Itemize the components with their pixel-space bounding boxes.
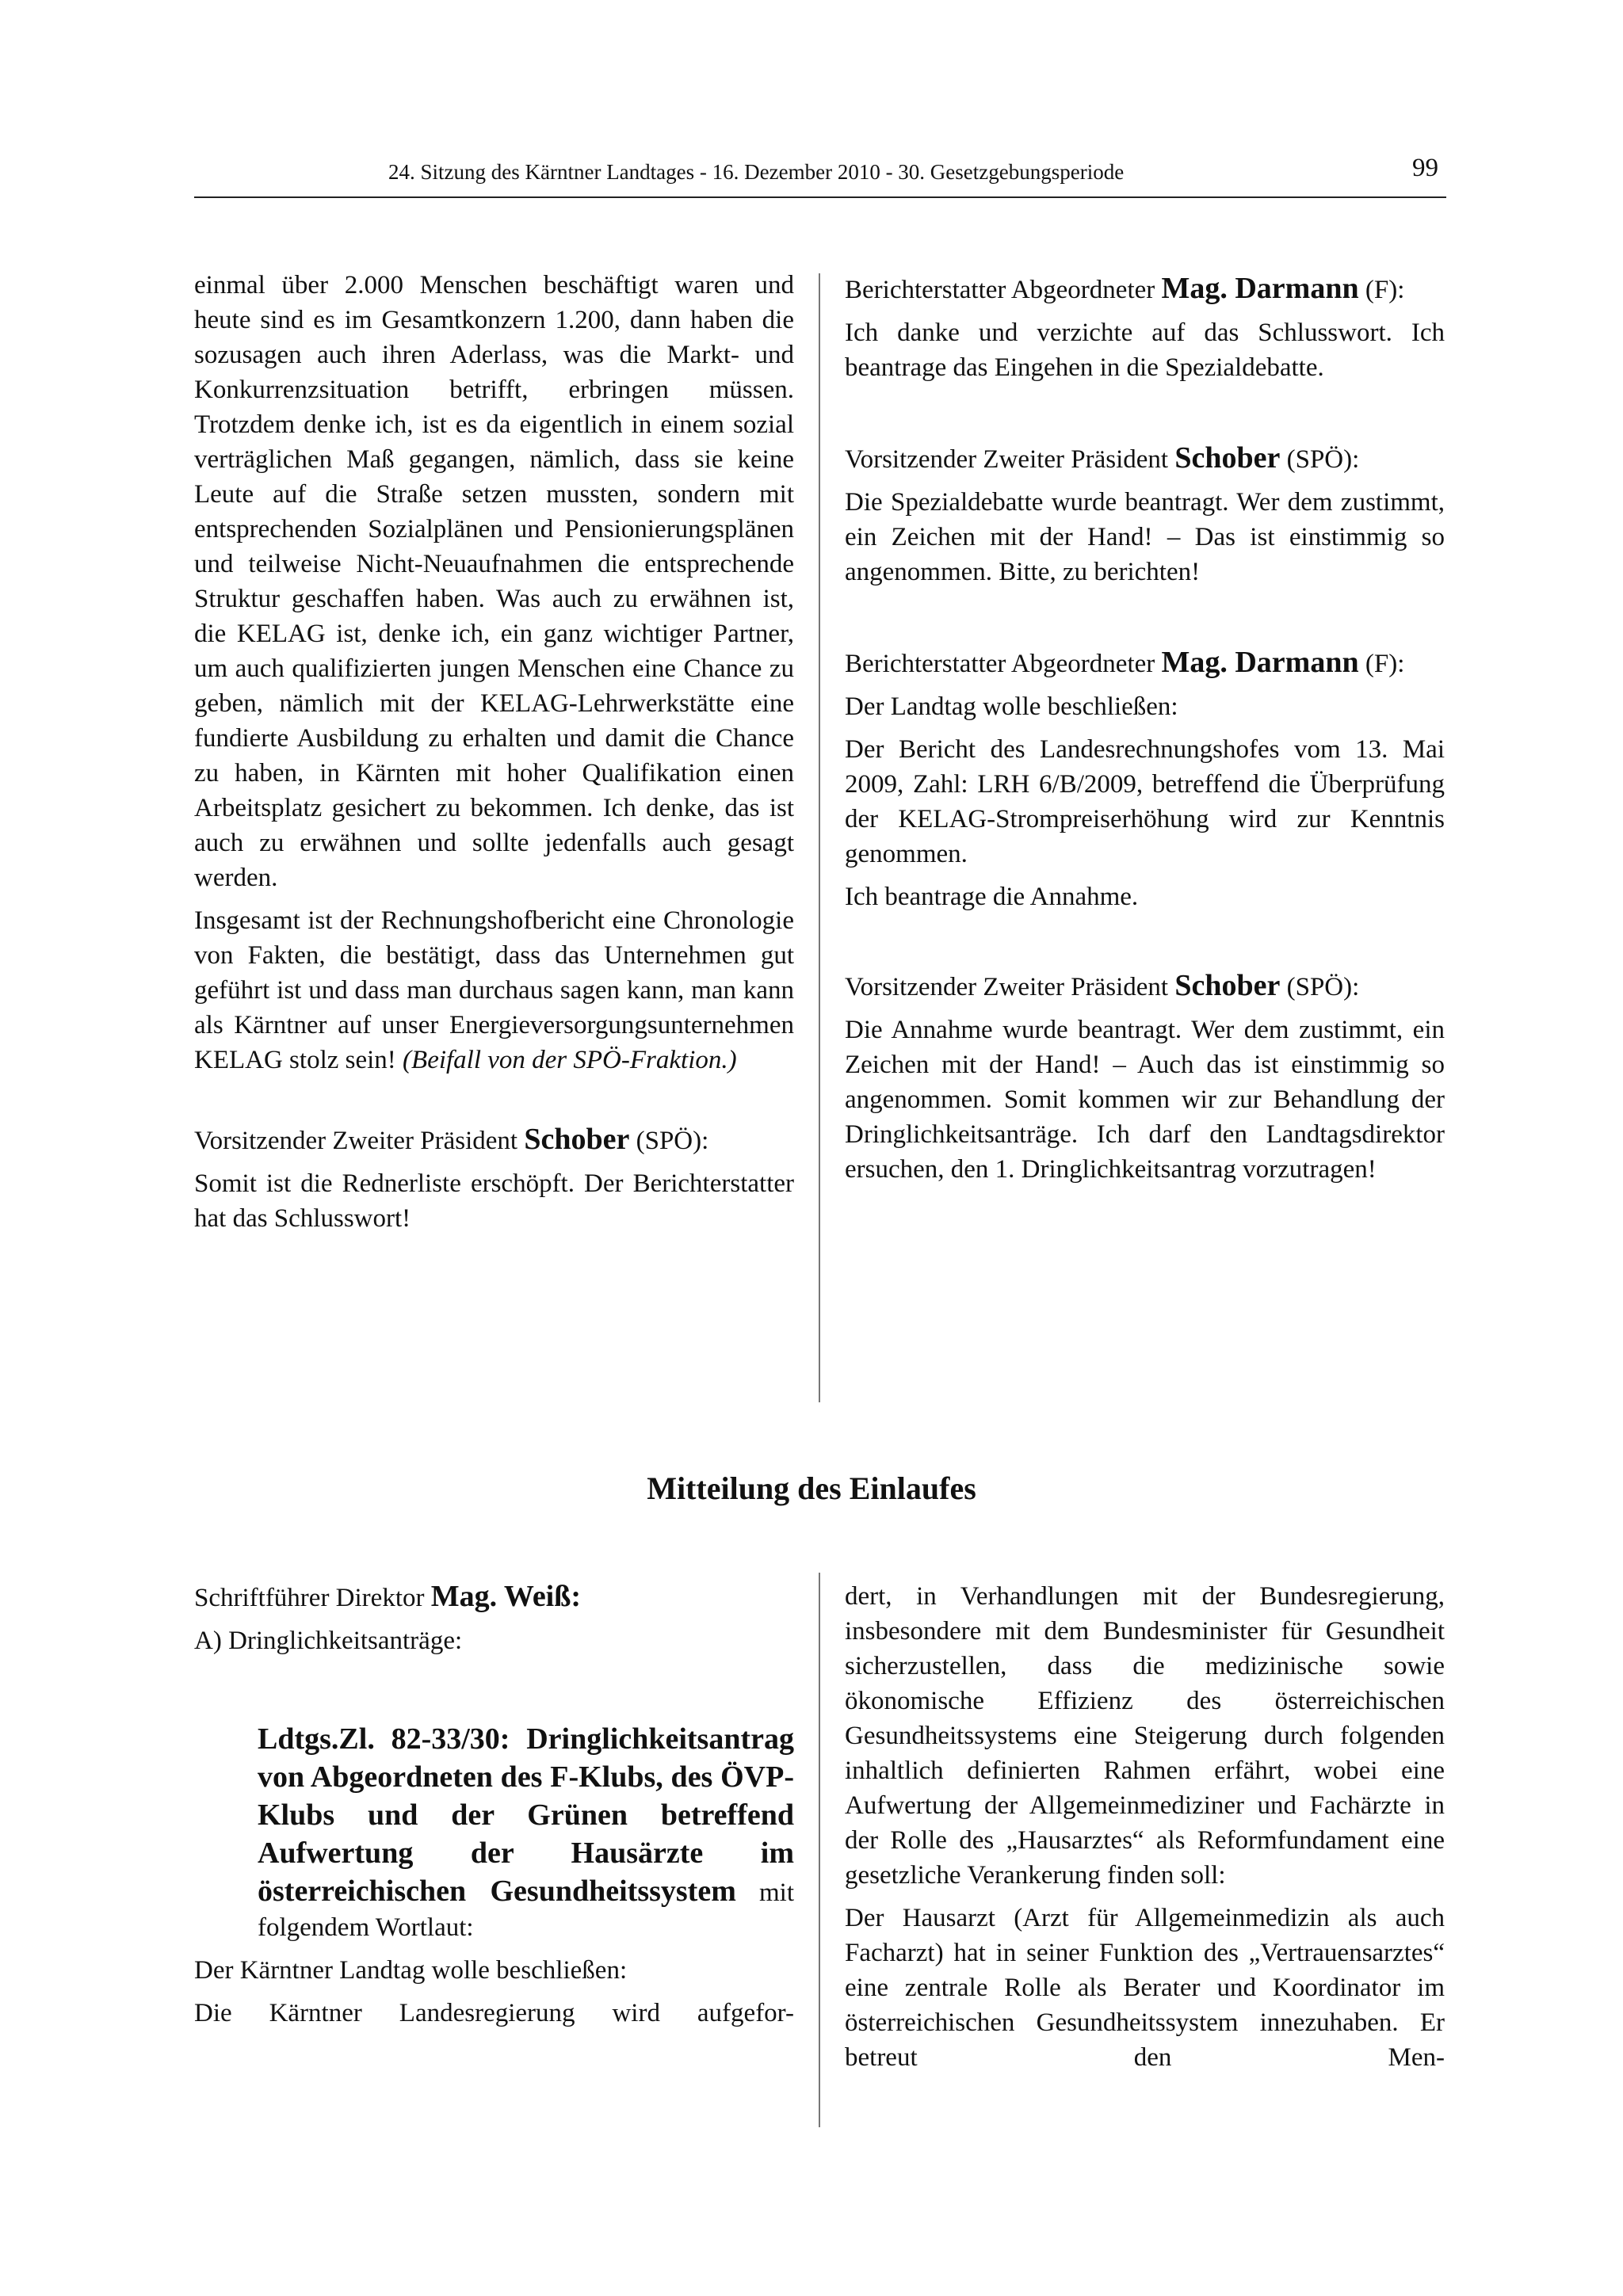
speaker-line: Berichterstatter Abgeordneter Mag. Darmann (F): [845,646,1405,679]
paragraph: Die Annahme wurde beantragt. Wer dem zustimmt, ein Zeichen mit der Hand! – Auch das ist einstimmig so angenommen. Somit kommen wir zur Behandlung der Dringlichkeitsanträge. Ich darf den Landtagsdirektor ersuchen, den 1. Dringlichkeitsantrag vorzutragen! [845,1016,1445,1184]
paragraph: Der Bericht des Landesrechnungshofes vom 13. Mai 2009, Zahl: LRH 6/B/2009, betreffend die Überprüfung der KELAG-Strompreiserhöhung wird zur Kenntnis genommen. [845,735,1445,868]
column-divider [819,273,820,1402]
speaker-name: Schober [1174,969,1281,1002]
paragraph: Die Spezialdebatte wurde beantragt. Wer dem zustimmt, ein Zeichen mit der Hand! – Das ist einstimmig so angenommen. Bitte, zu berichten! [845,488,1445,586]
speaker-line: Vorsitzender Zweiter Präsident Schober (SPÖ): [194,1123,709,1156]
speaker-line: Vorsitzender Zweiter Präsident Schober (SPÖ): [845,969,1360,1002]
page-header [194,154,1446,198]
speaker-name: Schober [524,1123,630,1156]
column-left-top [194,268,794,1236]
column-divider [819,1573,820,2127]
motion-text [258,1720,794,1945]
column-right-bottom [845,1579,1445,2075]
paragraph: A) Dringlichkeitsanträge: [194,1627,463,1655]
paragraph [194,903,794,1077]
paragraph: einmal über 2.000 Menschen beschäftigt waren und heute sind es im Gesamtkonzern 1.200, dann haben die sozusagen auch ihren Aderlass, was die Markt- und Konkurrenzsituation betrifft, erbringen müssen. Trotzdem denke ich, ist es da eigentlich in einem sozial verträglichen Maß gegangen, nämlich, dass sie keine Leute auf die Straße setzen mussten, sondern mit entsprechenden Sozialplänen und Pensionierungsplänen und teilweise Nicht-Neuaufnahmen die entsprechende Struktur geschaffen haben. Was auch zu erwähnen ist, die KELAG ist, denke ich, ein ganz wichtiger Partner, um auch qualifizierten jungen Menschen eine Chance zu geben, nämlich mit der KELAG-Lehrwerkstätte eine fundierte Ausbildung zu erhalten und damit die Chance zu haben, in Kärnten mit hoher Qualifikation einen Arbeitsplatz gesichert zu bekommen. Ich denke, das ist auch zu erwähnen und sollte jedenfalls auch gesagt werden. [194,271,794,892]
paragraph: Ich danke und verzichte auf das Schlusswort. Ich beantrage das Eingehen in die Spezialdebatte. [845,318,1445,382]
speaker-name: Mag. Darmann [1161,646,1359,679]
paragraph: Ich beantrage die Annahme. [845,883,1139,911]
paragraph: Die Kärntner Landesregierung wird aufgefor- [194,1999,794,2027]
paragraph: dert, in Verhandlungen mit der Bundesregierung, insbesondere mit dem Bundesminister für Gesundheit sicherzustellen, dass die medizinische sowie ökonomische Effizienz des österreichischen Gesundheitssystems eine Steigerung durch folgenden inhaltlich definierten Rahmen erfährt, wobei eine Aufwertung der Allgemeinmediziner und Fachärzte in der Rolle des „Hausarztes“ als Reformfundament eine gesetzliche Verankerung finden soll: [845,1582,1445,1890]
speaker-name: Mag. Weiß: [430,1580,582,1613]
motion-block [258,1720,794,1945]
speaker-name: Mag. Darmann [1161,272,1359,305]
speaker-name: Schober [1174,441,1281,475]
paragraph: Der Hausarzt (Arzt für Allgemeinmedizin als auch Facharzt) hat in seiner Funktion des „Vertrauensarztes“ eine zentrale Rolle als Berater und Koordinator im österreichischen Gesundheitssystem innezuhaben. Er betreut den Men- [845,1904,1445,2072]
header-title: 24. Sitzung des Kärntner Landtages - 16. Dezember 2010 - 30. Gesetzgebungsperiode [388,160,1125,184]
column-left-bottom [194,1579,794,2031]
paragraph-text: Insgesamt ist der Rechnungshofbericht eine Chronologie von Fakten, die bestätigt, dass das Unternehmen gut geführt ist und dass man durchaus sagen kann, man kann als Kärntner auf unser Energieversorgungsunternehmen KELAG stolz sein! [194,906,794,1074]
applause-note: (Beifall von der SPÖ-Fraktion.) [403,1046,737,1074]
speaker-line: Schriftführer Direktor Mag. Weiß: [194,1580,582,1613]
column-right-top [845,271,1445,1187]
section-title: Mitteilung des Einlaufes [647,1470,976,1506]
speaker-line: Vorsitzender Zweiter Präsident Schober (SPÖ): [845,441,1360,475]
page-number: 99 [1412,154,1438,182]
speaker-line: Berichterstatter Abgeordneter Mag. Darmann (F): [845,272,1405,305]
paragraph: Der Kärntner Landtag wolle beschließen: [194,1956,628,1985]
paragraph: Somit ist die Rednerliste erschöpft. Der Berichterstatter hat das Schlusswort! [194,1169,794,1233]
motion-title: Ldtgs.Zl. 82-33/30: Dringlichkeitsantrag von Abgeordneten des F-Klubs, des ÖVP-Klubs und der Grünen betreffend Aufwertung der Hausärzte im österreichischen Gesundheitssystem [258,1722,794,1908]
motion-wording-intro: mit folgendem Wortlaut: [258,1878,794,1942]
paragraph: Der Landtag wolle beschließen: [845,692,1178,721]
